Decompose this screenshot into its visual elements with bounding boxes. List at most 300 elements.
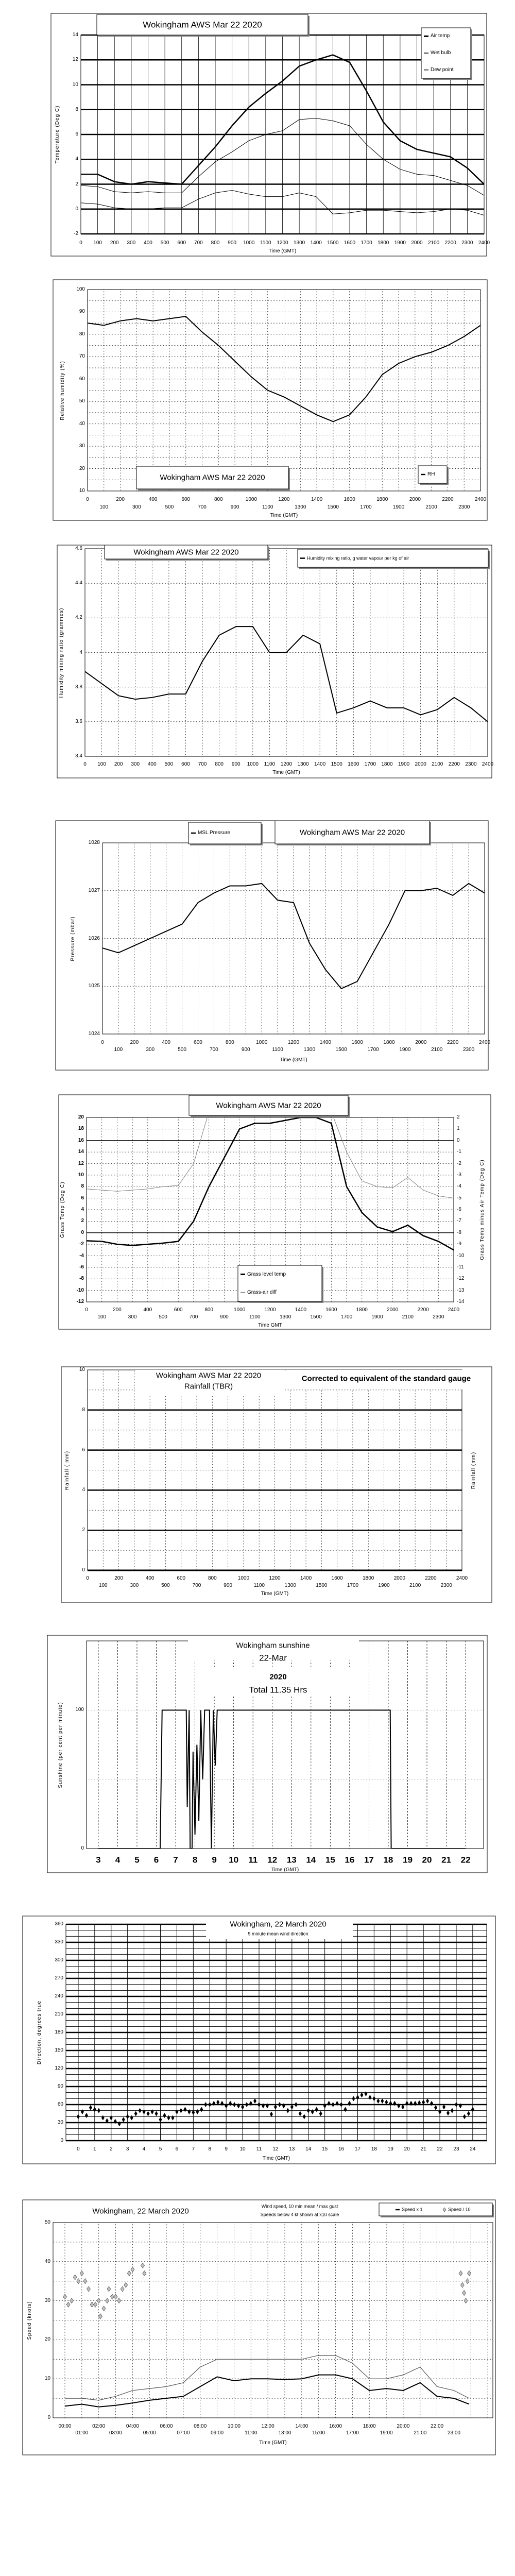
x-tick-label: 500 <box>160 240 169 246</box>
y-tick-label: 300 <box>55 1957 63 1963</box>
x-tick-label: 1500 <box>310 1314 322 1320</box>
x-tick-label: 19:00 <box>380 2430 393 2436</box>
x-tick-label: 13:00 <box>278 2430 291 2436</box>
x-tick-label: 0 <box>101 1040 104 1045</box>
y2-tick-label: -2 <box>457 1160 461 1166</box>
x-tick-label: 2000 <box>415 761 426 767</box>
x-tick-label: 5 <box>159 2146 162 2152</box>
y-tick-label: -2 <box>74 231 78 236</box>
x-tick-label: 400 <box>148 497 158 502</box>
y-tick-label: 8 <box>82 1406 85 1413</box>
y-tick-label: 6 <box>82 1447 85 1453</box>
x-tick-label: 100 <box>99 504 109 510</box>
x-tick-label: 1900 <box>392 504 405 510</box>
x-tick-label: 1600 <box>325 1307 337 1313</box>
x-tick-label: 18:00 <box>363 2424 376 2429</box>
x-tick-label: 1500 <box>335 1047 347 1053</box>
y-tick-label: 3.4 <box>75 753 82 759</box>
x-tick-label: 21:00 <box>414 2430 427 2436</box>
y-tick-label: 4.2 <box>75 615 82 621</box>
x-tick-label: 400 <box>147 761 157 767</box>
x-tick-label: 20 <box>422 1855 432 1865</box>
x-tick-label: 1000 <box>237 1575 250 1581</box>
x-tick-label: 2400 <box>482 761 494 767</box>
y-axis-label: Direction, degrees true <box>37 2000 42 2065</box>
x-tick-label: 2300 <box>465 761 477 767</box>
chart-title: Wokingham AWS Mar 22 2020 <box>216 1101 321 1110</box>
x-tick-label: 200 <box>113 1307 122 1313</box>
x-tick-label: 1000 <box>233 1307 246 1313</box>
chart-frame <box>56 821 491 1070</box>
x-tick-label: 0 <box>83 761 87 767</box>
x-tick-label: 800 <box>215 761 224 767</box>
x-axis-label: Time (GMT) <box>270 513 298 518</box>
y2-tick-label: -1 <box>457 1149 461 1155</box>
y-tick-label: 4.4 <box>75 580 82 586</box>
chart-title: Wokingham AWS Mar 22 2020 <box>143 20 262 30</box>
x-tick-label: 1600 <box>348 761 359 767</box>
x-tick-label: 0 <box>86 1575 89 1581</box>
chart-2 <box>53 280 487 520</box>
x-tick-label: 16:00 <box>329 2424 342 2429</box>
x-tick-label: 100 <box>97 761 106 767</box>
x-tick-label: 6 <box>175 2146 179 2152</box>
x-tick-label: 600 <box>181 497 191 502</box>
y-tick-label: 210 <box>55 2011 63 2017</box>
x-tick-label: 1900 <box>394 240 406 246</box>
y-tick-label: -4 <box>79 1252 84 1259</box>
y-tick-label: 330 <box>55 1939 63 1945</box>
y-tick-label: 0 <box>75 206 78 212</box>
x-tick-label: 16 <box>338 2146 345 2152</box>
x-tick-label: 20 <box>404 2146 410 2152</box>
x-tick-label: 2300 <box>433 1314 444 1320</box>
y-tick-label: 14 <box>78 1149 84 1155</box>
x-tick-label: 8 <box>208 2146 212 2152</box>
x-axis-label: Time (GMT) <box>272 770 300 775</box>
x-tick-label: 300 <box>131 761 140 767</box>
y-tick-label: 1028 <box>88 840 100 845</box>
x-tick-label: 600 <box>177 1575 186 1581</box>
chart-year: 2020 <box>269 1672 287 1682</box>
x-tick-label: 9 <box>212 1855 217 1865</box>
x-tick-label: 800 <box>214 497 223 502</box>
x-tick-label: 2000 <box>415 1040 427 1045</box>
y-tick-label: 14 <box>72 32 78 38</box>
legend-label: MSL Pressure <box>198 830 230 836</box>
x-tick-label: 400 <box>145 1575 154 1581</box>
x-tick-label: 1400 <box>300 1575 312 1581</box>
x-tick-label: 700 <box>198 761 207 767</box>
x-tick-label: 16 <box>345 1855 355 1865</box>
x-tick-label: 1800 <box>381 761 393 767</box>
x-tick-label: 2100 <box>425 504 437 510</box>
y-tick-label: 4.6 <box>75 546 82 551</box>
chart-7 <box>47 1635 487 1873</box>
x-tick-label: 1100 <box>262 504 273 510</box>
chart-title: Wokingham AWS Mar 22 2020 <box>133 548 239 556</box>
x-tick-label: 900 <box>231 761 241 767</box>
x-tick-label: 14 <box>305 2146 312 2152</box>
x-tick-label: 00:00 <box>58 2424 72 2429</box>
x-tick-label: 04:00 <box>126 2424 139 2429</box>
x-tick-label: 02:00 <box>92 2424 106 2429</box>
x-tick-label: 800 <box>225 1040 234 1045</box>
y2-tick-label: -7 <box>457 1218 461 1224</box>
y-tick-label: 10 <box>78 1172 84 1178</box>
chart-4 <box>56 821 491 1070</box>
chart-8 <box>23 1916 495 2164</box>
x-tick-label: 14:00 <box>295 2424 308 2429</box>
y-tick-label: 80 <box>79 331 85 337</box>
y-tick-label: 1027 <box>88 887 100 893</box>
y-tick-label: 50 <box>79 398 85 404</box>
x-tick-label: 1200 <box>278 497 290 502</box>
y2-tick-label: -6 <box>457 1207 461 1212</box>
legend-label: Humidity mixing ratio, g water vapour per kg of air <box>307 555 409 561</box>
x-tick-label: 12:00 <box>261 2424 274 2429</box>
y-axis-label: Pressure (mbar) <box>70 916 76 961</box>
x-tick-label: 4 <box>115 1855 121 1865</box>
x-tick-label: 500 <box>165 504 174 510</box>
y2-tick-label: 2 <box>457 1114 460 1120</box>
x-tick-label: 1800 <box>383 1040 395 1045</box>
x-tick-label: 700 <box>189 1314 198 1320</box>
x-tick-label: 1700 <box>347 1583 359 1588</box>
x-tick-label: 2300 <box>440 1583 452 1588</box>
y-tick-label: 10 <box>79 1367 85 1372</box>
y-tick-label: 1025 <box>88 983 100 989</box>
x-tick-label: 2300 <box>461 240 473 246</box>
x-tick-label: 1600 <box>351 1040 363 1045</box>
x-tick-label: 17 <box>354 2146 361 2152</box>
x-tick-label: 7 <box>192 2146 195 2152</box>
y-tick-label: 30 <box>79 443 85 449</box>
x-tick-label: 7 <box>173 1855 178 1865</box>
y-tick-label: 0 <box>81 1229 84 1235</box>
x-tick-label: 1200 <box>280 761 293 767</box>
x-tick-label: 2000 <box>411 240 423 246</box>
x-tick-label: 20:00 <box>397 2424 410 2429</box>
x-tick-label: 9 <box>225 2146 228 2152</box>
x-tick-label: 1500 <box>327 504 339 510</box>
x-tick-label: 500 <box>164 761 174 767</box>
y-tick-label: 2 <box>81 1218 84 1224</box>
x-tick-label: 4 <box>142 2146 146 2152</box>
y-tick-label: 6 <box>81 1195 84 1201</box>
y-tick-label: 360 <box>55 1921 63 1927</box>
chart-3 <box>57 545 492 778</box>
x-tick-label: 19 <box>403 1855 413 1865</box>
x-tick-label: 400 <box>162 1040 170 1045</box>
x-tick-label: 03:00 <box>109 2430 123 2436</box>
y-tick-label: -10 <box>76 1287 84 1293</box>
x-tick-label: 700 <box>198 504 207 510</box>
y-tick-label: 6 <box>75 131 78 137</box>
y2-axis-label: Grass Temp minus Air Temp (Deg C) <box>479 1159 485 1260</box>
chart-frame <box>61 1367 492 1602</box>
x-tick-label: 11 <box>248 1855 258 1865</box>
x-tick-label: 200 <box>114 1575 123 1581</box>
x-tick-label: 18 <box>383 1855 393 1865</box>
y-axis-label: Humidity mixing ratio (grammes) <box>59 607 64 698</box>
y2-tick-label: -13 <box>457 1287 465 1293</box>
x-tick-label: 600 <box>181 761 190 767</box>
x-tick-label: 18 <box>371 2146 377 2152</box>
x-tick-label: 2100 <box>431 1047 443 1053</box>
x-tick-label: 800 <box>211 240 220 246</box>
x-tick-label: 1300 <box>284 1583 296 1588</box>
chart-title: Wokingham, 22 March 2020 <box>230 1920 327 1929</box>
y-tick-label: 20 <box>78 1114 84 1120</box>
x-tick-label: 300 <box>128 1314 137 1320</box>
y-tick-label: 120 <box>55 2065 63 2071</box>
chart-title: Wokingham AWS Mar 22 2020 <box>299 828 405 837</box>
x-tick-label: 23 <box>453 2146 459 2152</box>
x-tick-label: 1600 <box>344 240 356 246</box>
x-tick-label: 2300 <box>462 1047 475 1053</box>
legend-label: Grass level temp <box>247 1271 286 1277</box>
x-tick-label: 2400 <box>474 497 487 502</box>
x-tick-label: 2200 <box>448 761 460 767</box>
x-tick-label: 2100 <box>409 1583 421 1588</box>
y-tick-label: 40 <box>44 2258 50 2264</box>
x-tick-label: 5 <box>134 1855 140 1865</box>
x-tick-label: 1000 <box>247 761 259 767</box>
x-tick-label: 13 <box>286 1855 297 1865</box>
x-tick-label: 1400 <box>310 240 322 246</box>
y-tick-label: 0 <box>82 1567 85 1573</box>
x-axis-label: Time GMT <box>258 1323 282 1328</box>
x-tick-label: 300 <box>130 1583 139 1588</box>
x-tick-label: 1300 <box>303 1047 316 1053</box>
x-tick-label: 100 <box>114 1047 123 1053</box>
y-tick-label: 180 <box>55 2029 63 2035</box>
x-tick-label: 1500 <box>316 1583 328 1588</box>
x-tick-label: 1100 <box>253 1583 265 1588</box>
y-tick-label: 4 <box>81 1207 84 1212</box>
chart-frame <box>23 2200 495 2455</box>
x-tick-label: 200 <box>130 1040 139 1045</box>
x-tick-label: 1000 <box>256 1040 268 1045</box>
chart-title: Wokingham, 22 March 2020 <box>92 2207 189 2216</box>
y-axis-label: Speed (knots) <box>27 2300 32 2340</box>
x-tick-label: 600 <box>177 240 186 246</box>
x-tick-label: 1400 <box>311 497 323 502</box>
x-tick-label: 800 <box>204 1307 213 1313</box>
x-tick-label: 11:00 <box>245 2430 258 2436</box>
x-tick-label: 300 <box>127 240 136 246</box>
x-tick-label: 8 <box>192 1855 198 1865</box>
chart-subtitle-2: Speeds below 4 kt shown at x10 scale <box>260 2212 339 2217</box>
x-tick-label: 2100 <box>432 761 443 767</box>
y-tick-label: 10 <box>44 2376 50 2382</box>
x-tick-label: 500 <box>161 1583 170 1588</box>
x-tick-label: 1500 <box>327 240 339 246</box>
y-tick-label: -12 <box>76 1299 84 1304</box>
x-tick-label: 2 <box>109 2146 113 2152</box>
chart-frame <box>57 545 492 778</box>
x-tick-label: 13 <box>289 2146 295 2152</box>
x-tick-label: 0 <box>86 497 89 502</box>
x-axis-label: Time (GMT) <box>259 2440 287 2446</box>
legend-label: Wet bulb <box>431 50 451 56</box>
y-tick-label: 0 <box>47 2415 50 2420</box>
y-tick-label: 30 <box>57 2120 63 2125</box>
x-tick-label: 500 <box>159 1314 167 1320</box>
x-tick-label: 800 <box>208 1575 217 1581</box>
x-tick-label: 100 <box>98 1583 108 1588</box>
x-tick-label: 06:00 <box>160 2424 173 2429</box>
x-tick-label: 17:00 <box>346 2430 359 2436</box>
x-tick-label: 2200 <box>447 1040 459 1045</box>
chart-subtitle: Wind speed, 10 min mean / max gust <box>261 2204 338 2209</box>
x-tick-label: 3 <box>96 1855 101 1865</box>
x-tick-label: 1800 <box>356 1307 368 1313</box>
x-tick-label: 200 <box>114 761 123 767</box>
x-tick-label: 1000 <box>243 240 255 246</box>
x-tick-label: 1300 <box>297 761 309 767</box>
chart-date: 22-Mar <box>259 1653 287 1663</box>
x-tick-label: 1400 <box>319 1040 331 1045</box>
y2-tick-label: -9 <box>457 1241 461 1247</box>
y-tick-label: 20 <box>44 2336 50 2343</box>
x-tick-label: 2400 <box>478 240 490 246</box>
x-tick-label: 600 <box>194 1040 202 1045</box>
chart-title: Wokingham AWS Mar 22 2020 <box>156 1371 262 1380</box>
y-tick-label: 16 <box>78 1137 84 1143</box>
x-tick-label: 2000 <box>393 1575 405 1581</box>
y-tick-label: 12 <box>78 1160 84 1166</box>
x-tick-label: 2200 <box>444 240 456 246</box>
x-axis-label: Time (GMT) <box>268 248 297 254</box>
chart-subtitle: Rainfall (TBR) <box>184 1382 233 1391</box>
x-tick-label: 300 <box>132 504 141 510</box>
x-tick-label: 900 <box>230 504 239 510</box>
x-tick-label: 10:00 <box>227 2424 241 2429</box>
x-tick-label: 1300 <box>295 504 306 510</box>
x-tick-label: 900 <box>220 1314 229 1320</box>
x-tick-label: 1800 <box>376 497 388 502</box>
x-tick-label: 12 <box>267 1855 278 1865</box>
x-tick-label: 22:00 <box>431 2424 444 2429</box>
x-tick-label: 1200 <box>264 1307 276 1313</box>
y-tick-label: 0 <box>60 2138 63 2143</box>
y2-tick-label: 0 <box>457 1137 460 1143</box>
y-tick-label: 100 <box>75 1707 84 1713</box>
x-tick-label: 1900 <box>378 1583 390 1588</box>
chart-title: Wokingham sunshine <box>236 1641 310 1650</box>
x-tick-label: 3 <box>126 2146 129 2152</box>
x-tick-label: 1300 <box>280 1314 291 1320</box>
x-tick-label: 05:00 <box>143 2430 156 2436</box>
y-tick-label: 60 <box>57 2102 63 2107</box>
legend-label: Speed x 1 <box>402 2207 423 2212</box>
x-tick-label: 17 <box>364 1855 374 1865</box>
y-tick-label: 150 <box>55 2047 63 2053</box>
x-tick-label: 700 <box>210 1047 218 1053</box>
y2-tick-label: -14 <box>457 1299 465 1304</box>
chart-1 <box>51 13 487 256</box>
x-tick-label: 21 <box>441 1855 452 1865</box>
x-tick-label: 1400 <box>295 1307 307 1313</box>
x-tick-label: 08:00 <box>194 2424 207 2429</box>
legend-label: Grass-air diff <box>247 1289 277 1295</box>
x-tick-label: 900 <box>241 1047 250 1053</box>
x-tick-label: 1700 <box>360 240 372 246</box>
x-tick-label: 15 <box>322 2146 328 2152</box>
y-tick-label: 4 <box>79 649 82 655</box>
chart-note: Corrected to equivalent of the standard gauge <box>301 1374 471 1383</box>
y2-axis-label: Rainfall (mm) <box>471 1451 476 1489</box>
x-tick-label: 1800 <box>363 1575 374 1581</box>
x-tick-label: 100 <box>97 1314 107 1320</box>
x-tick-label: 1500 <box>331 761 342 767</box>
x-tick-label: 11 <box>256 2146 262 2152</box>
x-tick-label: 22 <box>437 2146 443 2152</box>
x-tick-label: 2400 <box>478 1040 491 1045</box>
y-tick-label: 10 <box>72 81 78 88</box>
x-tick-label: 500 <box>178 1047 186 1053</box>
y2-tick-label: 1 <box>457 1126 460 1132</box>
y-tick-label: 10 <box>79 488 85 494</box>
y-tick-label: -8 <box>79 1276 84 1282</box>
y-tick-label: 3.8 <box>75 684 82 690</box>
x-tick-label: 2400 <box>448 1307 460 1313</box>
y-tick-label: 4 <box>75 156 78 162</box>
x-tick-label: 24 <box>470 2146 476 2152</box>
y-tick-label: 18 <box>78 1126 84 1132</box>
y-tick-label: 20 <box>79 465 85 471</box>
x-tick-label: 900 <box>228 240 236 246</box>
y-axis-label: Sunshine (per cent per minute) <box>58 1701 63 1788</box>
chart-9 <box>23 2200 495 2455</box>
y-axis-label: Temperature (Deg C) <box>55 105 60 164</box>
y-tick-label: 30 <box>44 2297 50 2303</box>
legend-label: Speed / 10 <box>448 2207 471 2212</box>
x-tick-label: 2200 <box>417 1307 429 1313</box>
x-tick-label: 2200 <box>425 1575 437 1581</box>
x-tick-label: 1600 <box>331 1575 343 1581</box>
y-axis-label: Grass Temp (Deg C) <box>60 1181 65 1238</box>
y-tick-label: 4 <box>82 1487 85 1493</box>
x-tick-label: 2400 <box>456 1575 468 1581</box>
y-axis-label: Rainfall ( mm) <box>64 1450 70 1490</box>
x-tick-label: 23:00 <box>447 2430 460 2436</box>
x-axis-label: Time (GMT) <box>271 1867 299 1873</box>
x-tick-label: 300 <box>146 1047 155 1053</box>
y-tick-label: 8 <box>81 1183 84 1190</box>
y-tick-label: 70 <box>79 353 85 360</box>
x-tick-label: 1000 <box>245 497 258 502</box>
x-axis-label: Time (GMT) <box>280 1057 307 1063</box>
x-tick-label: 2100 <box>428 240 440 246</box>
x-tick-label: 1200 <box>277 240 288 246</box>
x-tick-label: 10 <box>229 1855 239 1865</box>
x-tick-label: 1600 <box>344 497 355 502</box>
x-tick-label: 14 <box>306 1855 316 1865</box>
y-axis-label: Relative humidity (%) <box>60 360 65 420</box>
y-tick-label: 100 <box>76 286 85 292</box>
x-tick-label: 10 <box>239 2146 246 2152</box>
y-tick-label: 270 <box>55 1975 63 1981</box>
x-tick-label: 1200 <box>287 1040 300 1045</box>
x-tick-label: 1100 <box>260 240 271 246</box>
x-tick-label: 2000 <box>409 497 421 502</box>
x-tick-label: 1200 <box>269 1575 281 1581</box>
x-tick-label: 1400 <box>314 761 326 767</box>
x-tick-label: 1300 <box>294 240 305 246</box>
